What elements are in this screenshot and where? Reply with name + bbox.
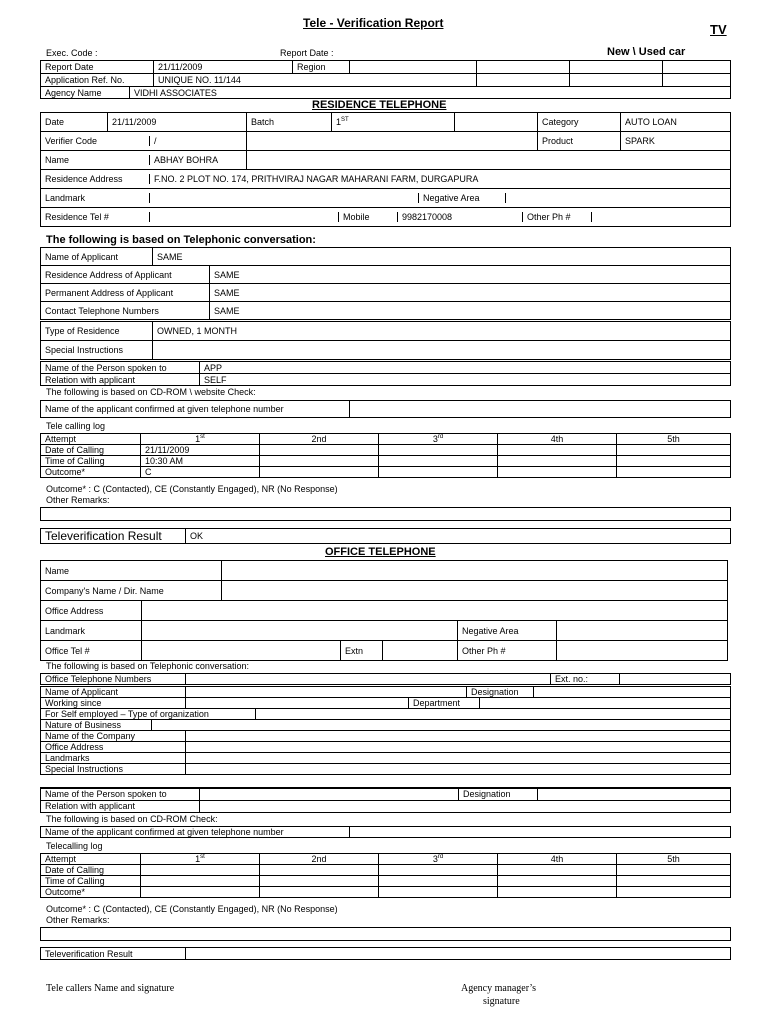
res-other-ph-label: Other Ph # [523, 212, 592, 222]
res-log-table [40, 433, 731, 478]
app-ref-value[interactable]: UNIQUE NO. 11/144 [154, 74, 477, 87]
off-attempt-4: 4th [498, 854, 617, 865]
nature-label: Nature of Business [41, 720, 152, 730]
report-date-value[interactable]: 21/11/2009 [154, 61, 293, 74]
res-tel-inner [41, 212, 730, 222]
exec-code-label: Exec. Code : [46, 48, 98, 58]
off-attempt-3-text: 3 [432, 854, 438, 864]
self-employed-value[interactable] [256, 709, 731, 719]
department-label: Department [409, 698, 480, 708]
tele-caller-signature-label: Tele callers Name and signature [46, 983, 175, 994]
res-time-calling-label: Time of Calling [41, 456, 141, 467]
department-value[interactable] [480, 698, 731, 708]
off-attempt-3-sup: rd [437, 854, 444, 860]
off-office-address-value[interactable] [186, 742, 731, 753]
office-addr-table [40, 600, 728, 661]
off-tel-value[interactable] [142, 641, 341, 661]
res-confirmed-label: Name of the applicant confirmed at given telephone number [41, 401, 350, 418]
form-code: TV [710, 22, 727, 37]
off-date-calling-label: Date of Calling [41, 865, 141, 876]
res-attempt-1 [141, 434, 260, 445]
working-since-cell [186, 698, 731, 709]
off-cdrom-heading: The following is based on CD-ROM Check: [46, 814, 218, 824]
res-conv-table-3 [40, 321, 731, 360]
res-attempt-1-sup: st [200, 434, 205, 440]
res-name-inner [41, 155, 246, 165]
company-name-value[interactable] [186, 731, 731, 742]
off-confirmed-value[interactable] [350, 827, 731, 838]
res-address-inner [41, 174, 730, 184]
off-result-label: Televerification Result [41, 948, 186, 960]
res-outcome-2[interactable] [260, 467, 379, 478]
res-date-calling-2[interactable] [260, 445, 379, 456]
res-attempt-3-text: 3 [432, 434, 438, 444]
nature-value[interactable] [152, 720, 731, 730]
res-spoken-label: Name of the Person spoken to [41, 362, 200, 374]
off-date-calling-5[interactable] [617, 865, 731, 876]
off-attempt-1 [141, 854, 260, 865]
res-cdrom-heading: The following is based on CD-ROM \ website Check: [46, 387, 256, 397]
verifier-cell [41, 132, 247, 151]
res-name-label: Name [41, 155, 150, 165]
off-date-calling-3[interactable] [379, 865, 498, 876]
off-address-value[interactable] [142, 601, 728, 621]
off-spoken-table [40, 787, 731, 813]
off-date-calling-2[interactable] [260, 865, 379, 876]
res-address-label: Residence Address [41, 174, 150, 184]
office-section-title: OFFICE TELEPHONE [325, 546, 436, 558]
off-name-value[interactable] [222, 561, 728, 581]
off-other-ph-value[interactable] [557, 641, 728, 661]
res-time-calling-5[interactable] [617, 456, 731, 467]
off-log-table [40, 853, 731, 898]
res-spoken-table [40, 361, 731, 386]
off-landmark-value[interactable] [142, 621, 458, 641]
res-spoken-value[interactable]: APP [200, 362, 731, 374]
res-time-calling-1[interactable]: 10:30 AM [141, 456, 260, 467]
batch-value-sup: ST [341, 117, 349, 123]
off-time-calling-2[interactable] [260, 876, 379, 887]
agency-manager-signature-label-1: Agency manager’s [461, 983, 537, 994]
off-time-calling-5[interactable] [617, 876, 731, 887]
res-special-value[interactable] [153, 341, 731, 360]
off-outcome-label: Outcome* [41, 887, 141, 898]
res-info-spacer [455, 113, 538, 132]
off-tel-label: Office Tel # [41, 641, 142, 661]
working-since-value[interactable] [186, 698, 409, 708]
type-residence-label: Type of Residence [41, 322, 153, 341]
off-landmark-label: Landmark [41, 621, 142, 641]
res-outcome-1[interactable]: C [141, 467, 260, 478]
self-employed-label: For Self employed – Type of organization [41, 709, 256, 719]
res-addr-applicant-label: Residence Address of Applicant [41, 266, 210, 284]
header-blank-6[interactable] [663, 74, 731, 87]
off-outcome-3[interactable] [379, 887, 498, 898]
off-conv-table [40, 673, 731, 685]
verifier-blank[interactable] [247, 132, 538, 151]
res-addr-applicant-value[interactable]: SAME [210, 266, 731, 284]
res-outcome-label: Outcome* [41, 467, 141, 478]
res-name-rest[interactable] [247, 151, 731, 170]
office-info-table [40, 560, 728, 601]
res-tel-value[interactable] [150, 212, 339, 222]
off-negative-area-label: Negative Area [458, 621, 557, 641]
agency-table [40, 86, 731, 99]
res-landmark-value[interactable] [150, 193, 419, 203]
off-name-applicant-value[interactable] [186, 687, 467, 698]
off-outcome-1[interactable] [141, 887, 260, 898]
res-landmark-label: Landmark [41, 193, 150, 203]
res-conv-table-2 [40, 265, 731, 320]
nature-cell [41, 720, 731, 731]
off-designation-value[interactable] [534, 687, 731, 698]
agency-label: Agency Name [41, 87, 130, 99]
res-relation-value[interactable]: SELF [200, 374, 731, 386]
header-blank-1[interactable] [477, 61, 570, 74]
res-attempt-3-sup: rd [437, 434, 444, 440]
res-name-cell [41, 151, 247, 170]
residence-section-title: RESIDENCE TELEPHONE [312, 99, 447, 111]
off-attempt-1-text: 1 [195, 854, 201, 864]
res-date-calling-5[interactable] [617, 445, 731, 456]
self-employed-inner [41, 709, 730, 719]
res-tel-cell [41, 208, 731, 227]
mobile-label: Mobile [339, 212, 398, 222]
header-table [40, 60, 731, 87]
res-name-applicant-value[interactable]: SAME [153, 248, 731, 266]
off-designation2-label: Designation [459, 788, 538, 800]
batch-value-text: 1 [336, 117, 342, 127]
off-name-applicant-label: Name of Applicant [41, 687, 186, 698]
verifier-label: Verifier Code [41, 136, 150, 146]
header-blank-3[interactable] [663, 61, 731, 74]
res-negative-area-value[interactable] [506, 193, 731, 203]
off-relation-value[interactable] [200, 800, 731, 812]
off-result-value[interactable] [186, 948, 731, 960]
res-attempt-2: 2nd [260, 434, 379, 445]
agency-value[interactable]: VIDHI ASSOCIATES [130, 87, 731, 99]
res-name-applicant-label: Name of Applicant [41, 248, 153, 266]
res-outcome-4[interactable] [498, 467, 617, 478]
res-date-value[interactable]: 21/11/2009 [108, 113, 247, 132]
res-result-table [40, 528, 731, 544]
off-special-label: Special Instructions [41, 764, 186, 775]
off-spoken-value[interactable] [200, 788, 459, 800]
off-extn-value[interactable] [383, 641, 458, 661]
off-confirmed-label: Name of the applicant confirmed at given telephone number [41, 827, 350, 838]
report-date-top-label: Report Date : [280, 48, 334, 58]
off-date-calling-4[interactable] [498, 865, 617, 876]
nature-inner [41, 720, 730, 730]
contact-value[interactable]: SAME [210, 302, 731, 320]
res-name-value[interactable]: ABHAY BOHRA [154, 155, 219, 165]
res-date-label: Date [41, 113, 108, 132]
header-blank-2[interactable] [570, 61, 663, 74]
off-designation2-value[interactable] [538, 788, 731, 800]
res-time-calling-3[interactable] [379, 456, 498, 467]
off-name-label: Name [41, 561, 222, 581]
res-other-ph-value[interactable] [592, 212, 731, 222]
off-designation-label: Designation [467, 687, 534, 698]
off-conv-heading: The following is based on Telephonic conversation: [46, 661, 249, 671]
res-outcome-5[interactable] [617, 467, 731, 478]
mobile-value[interactable]: 9982170008 [398, 212, 523, 222]
self-employed-cell [41, 709, 731, 720]
res-address-cell [41, 170, 731, 189]
res-relation-label: Relation with applicant [41, 374, 200, 386]
off-attempt-2: 2nd [260, 854, 379, 865]
car-type: New \ Used car [607, 46, 686, 58]
off-remarks-table [40, 927, 731, 941]
res-confirmed-value[interactable] [350, 401, 731, 418]
product-label: Product [538, 132, 621, 151]
res-result-value[interactable]: OK [186, 529, 731, 544]
agency-manager-signature-label-2: signature [483, 996, 520, 1007]
residence-info-table [40, 112, 731, 227]
perm-addr-value[interactable]: SAME [210, 284, 731, 302]
res-attempt-4: 4th [498, 434, 617, 445]
batch-value[interactable] [332, 113, 455, 132]
off-address-label: Office Address [41, 601, 142, 621]
res-outcome-note: Outcome* : C (Contacted), CE (Constantly Engaged), NR (No Response) [46, 484, 338, 494]
res-negative-area-label: Negative Area [419, 193, 506, 203]
off-log-heading: Telecalling log [46, 841, 103, 851]
res-remarks-value[interactable] [41, 508, 731, 521]
off-special-value[interactable] [186, 764, 731, 775]
page-title: Tele - Verification Report [303, 16, 444, 30]
res-attempt-5: 5th [617, 434, 731, 445]
off-outcome-4[interactable] [498, 887, 617, 898]
off-result-table [40, 947, 731, 960]
off-attempt-3 [379, 854, 498, 865]
off-other-ph-label: Other Ph # [458, 641, 557, 661]
perm-addr-label: Permanent Address of Applicant [41, 284, 210, 302]
off-time-calling-1[interactable] [141, 876, 260, 887]
off-outcome-5[interactable] [617, 887, 731, 898]
region-label: Region [293, 61, 350, 74]
res-date-calling-3[interactable] [379, 445, 498, 456]
res-landmark-inner [41, 193, 730, 203]
res-date-calling-1[interactable]: 21/11/2009 [141, 445, 260, 456]
res-special-label: Special Instructions [41, 341, 153, 360]
res-log-heading: Tele calling log [46, 421, 106, 431]
off-landmarks-label: Landmarks [41, 753, 186, 764]
off-relation-label: Relation with applicant [41, 800, 200, 812]
off-time-calling-3[interactable] [379, 876, 498, 887]
res-attempt-1-text: 1 [195, 434, 201, 444]
working-since-label: Working since [41, 698, 186, 709]
off-remarks-value[interactable] [41, 928, 731, 941]
res-confirmed-table [40, 400, 731, 418]
ext-no-value[interactable] [620, 674, 731, 685]
verifier-value[interactable]: / [154, 136, 157, 146]
app-ref-label: Application Ref. No. [41, 74, 154, 87]
res-outcome-3[interactable] [379, 467, 498, 478]
off-tel-numbers-value[interactable] [186, 674, 551, 685]
off-tel-numbers-label: Office Telephone Numbers [41, 674, 186, 685]
contact-label: Contact Telephone Numbers [41, 302, 210, 320]
category-label: Category [538, 113, 621, 132]
category-value[interactable]: AUTO LOAN [621, 113, 731, 132]
res-remarks-table [40, 507, 731, 521]
off-date-calling-1[interactable] [141, 865, 260, 876]
company-name-label: Name of the Company [41, 731, 186, 742]
res-conv-table [40, 247, 731, 266]
res-tel-label: Residence Tel # [41, 212, 150, 222]
batch-label: Batch [247, 113, 332, 132]
verifier-inner [41, 136, 246, 146]
off-office-address-label: Office Address [41, 742, 186, 753]
off-spoken-label: Name of the Person spoken to [41, 788, 200, 800]
res-other-remarks-label: Other Remarks: [46, 495, 110, 505]
off-time-calling-4[interactable] [498, 876, 617, 887]
type-residence-value[interactable]: OWNED, 1 MONTH [153, 322, 731, 341]
ext-no-label: Ext. no.: [551, 674, 620, 685]
res-address-value[interactable]: F.NO. 2 PLOT NO. 174, PRITHVIRAJ NAGAR MAHARANI FARM, DURGAPURA [154, 174, 479, 184]
res-date-calling-label: Date of Calling [41, 445, 141, 456]
res-landmark-cell [41, 189, 731, 208]
res-time-calling-4[interactable] [498, 456, 617, 467]
off-conv-table-2 [40, 686, 731, 775]
res-conv-heading: The following is based on Telephonic conversation: [46, 234, 316, 246]
off-attempt-5: 5th [617, 854, 731, 865]
off-other-remarks-label: Other Remarks: [46, 915, 110, 925]
res-result-label: Televerification Result [41, 529, 186, 544]
product-value[interactable]: SPARK [621, 132, 731, 151]
res-date-calling-4[interactable] [498, 445, 617, 456]
off-time-calling-label: Time of Calling [41, 876, 141, 887]
res-attempt-3 [379, 434, 498, 445]
off-attempt-label: Attempt [41, 854, 141, 865]
off-confirmed-table [40, 826, 731, 838]
off-company-value[interactable] [222, 581, 728, 601]
working-since-inner [186, 698, 730, 708]
off-attempt-1-sup: st [200, 854, 205, 860]
header-blank-4[interactable] [477, 74, 570, 87]
off-outcome-note: Outcome* : C (Contacted), CE (Constantly Engaged), NR (No Response) [46, 904, 338, 914]
region-value[interactable] [350, 61, 477, 74]
report-date-label: Report Date [41, 61, 154, 74]
off-extn-label: Extn [341, 641, 383, 661]
off-negative-area-value[interactable] [557, 621, 728, 641]
res-time-calling-2[interactable] [260, 456, 379, 467]
res-attempt-label: Attempt [41, 434, 141, 445]
off-outcome-2[interactable] [260, 887, 379, 898]
header-blank-5[interactable] [570, 74, 663, 87]
off-company-label: Company's Name / Dir. Name [41, 581, 222, 601]
off-landmarks-value[interactable] [186, 753, 731, 764]
